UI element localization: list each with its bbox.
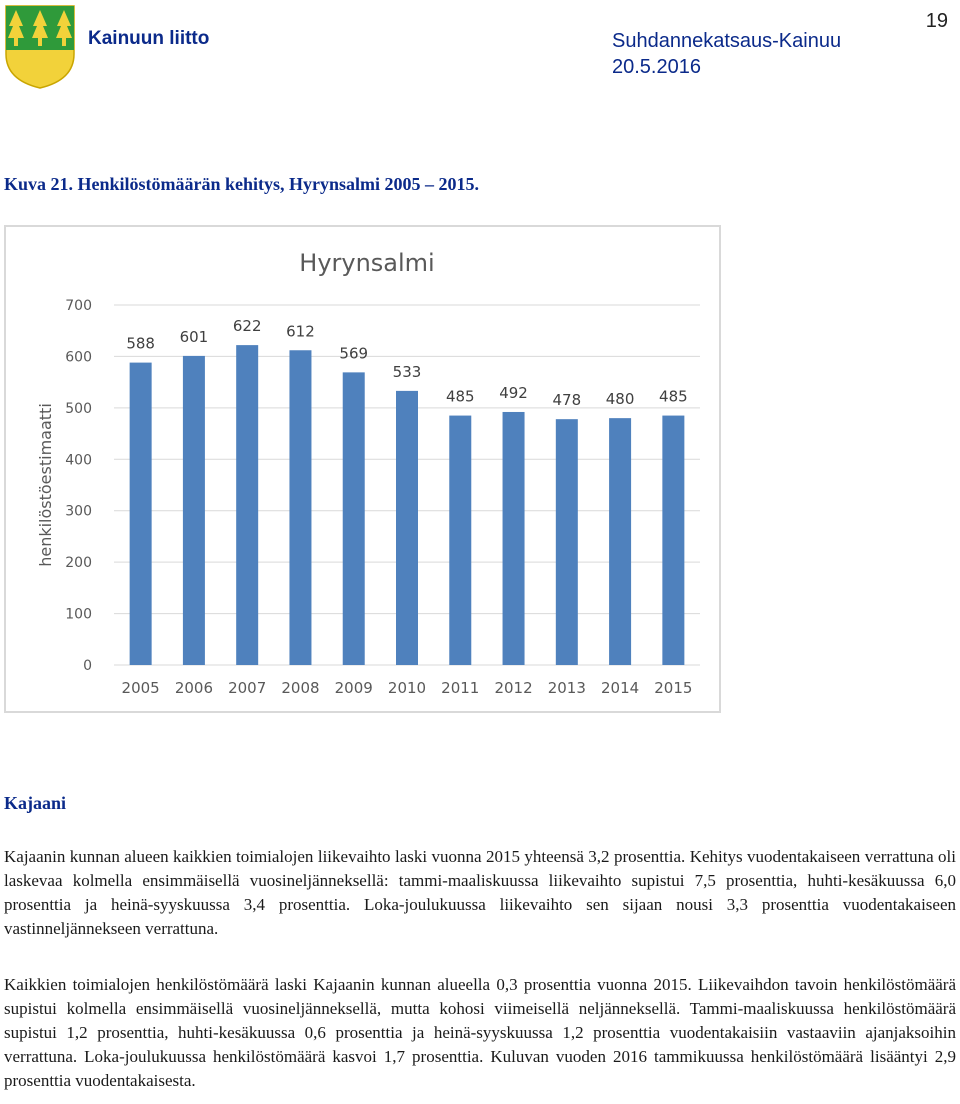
x-tick-label: 2013 — [547, 679, 586, 697]
bar — [130, 363, 152, 665]
coat-of-arms-logo — [4, 4, 76, 90]
report-date: 20.5.2016 — [612, 56, 701, 78]
report-title: Suhdannekatsaus-Kainuu — [612, 30, 842, 52]
report-header — [612, 28, 841, 80]
chart-frame — [4, 225, 721, 713]
bar — [609, 418, 631, 665]
bar — [556, 419, 578, 665]
y-tick-label: 100 — [65, 606, 92, 623]
y-tick-label: 200 — [65, 555, 92, 572]
figure-caption: Kuva 21. Henkilöstömäärän kehitys, Hyrynsalmi 2005 – 2015. — [4, 174, 480, 194]
x-tick-label: 2008 — [281, 679, 320, 697]
section-heading: Kajaani — [4, 793, 67, 813]
x-tick-label: 2012 — [494, 679, 533, 697]
data-label: 569 — [339, 344, 369, 363]
organization-name: Kainuun liitto — [88, 28, 210, 49]
bar — [449, 416, 471, 665]
bar — [289, 350, 311, 665]
x-tick-label: 2010 — [387, 679, 427, 697]
y-axis-label: henkilöstöestimaatti — [36, 403, 55, 567]
data-label: 480 — [605, 390, 635, 409]
paragraph-1: Kajaanin kunnan alueen kaikkien toimialojen liikevaihto laski vuonna 2015 yhteensä 3,2 prosenttia. Kehitys vuodentakaiseen verrattuna oli laskevaa kolmella ensimmäisellä vuosineljänneksellä: tammi-maaliskuussa liikevaihto supistui 7,5 prosenttia, huhti-kesäkuussa 6,0 prosenttia ja heinä-syyskuussa 3,4 prosenttia. Loka-joulukuussa liikevaihto sen sijaan nousi 3,3 prosenttia vuodentakaiseen vastinneljännekseen verrattuna. — [4, 847, 956, 938]
data-label: 533 — [392, 362, 422, 381]
data-label: 588 — [126, 334, 155, 353]
x-tick-label: 2014 — [600, 679, 640, 697]
y-tick-label: 700 — [65, 298, 92, 314]
x-tick-label: 2009 — [334, 679, 373, 697]
y-tick-label: 600 — [65, 349, 92, 366]
data-label: 622 — [232, 317, 262, 336]
x-tick-label: 2011 — [441, 679, 480, 697]
x-tick-label: 2006 — [174, 679, 214, 697]
data-label: 478 — [552, 391, 582, 410]
data-label: 612 — [286, 322, 315, 341]
bar — [662, 416, 684, 665]
paragraph-2: Kaikkien toimialojen henkilöstömäärä laski Kajaanin kunnan alueella 0,3 prosenttia vuonna 2015. Liikevaihdon tavoin henkilöstömäärä supistui kolmella ensimmäisellä vuosineljänneksellä, mutta kohosi viimeisellä neljänneksellä. Tammi-maaliskuussa henkilöstömäärä supistui 1,2 prosenttia, huhti-kesäkuussa 0,6 prosenttia ja heinä-syyskuussa 1,2 prosenttia vuodentakaisiin vastaaviin ajanjaksoihin verrattuna. Loka-joulukuussa henkilöstömäärä kasvoi 1,7 prosenttia. Kuluvan vuoden 2016 tammikuussa henkilöstömäärä lisääntyi 2,9 prosenttia vuodentakaisesta. — [4, 975, 956, 1090]
chart-title: Hyrynsalmi — [299, 249, 435, 277]
bar — [236, 345, 258, 665]
y-tick-label: 300 — [65, 503, 92, 520]
bar-chart — [6, 227, 719, 711]
bar — [396, 391, 418, 665]
data-label: 492 — [499, 383, 528, 402]
x-tick-label: 2015 — [654, 679, 693, 697]
y-tick-label: 0 — [83, 658, 92, 674]
y-tick-label: 400 — [65, 452, 92, 469]
bar — [343, 372, 365, 665]
data-label: 601 — [179, 327, 209, 346]
data-label: 485 — [659, 387, 688, 406]
bar — [503, 412, 525, 665]
bar — [183, 356, 205, 665]
x-tick-label: 2007 — [228, 679, 267, 697]
y-tick-label: 500 — [65, 400, 92, 417]
x-tick-label: 2005 — [121, 679, 160, 697]
page-number: 19 — [925, 10, 948, 32]
data-label: 485 — [445, 387, 475, 406]
